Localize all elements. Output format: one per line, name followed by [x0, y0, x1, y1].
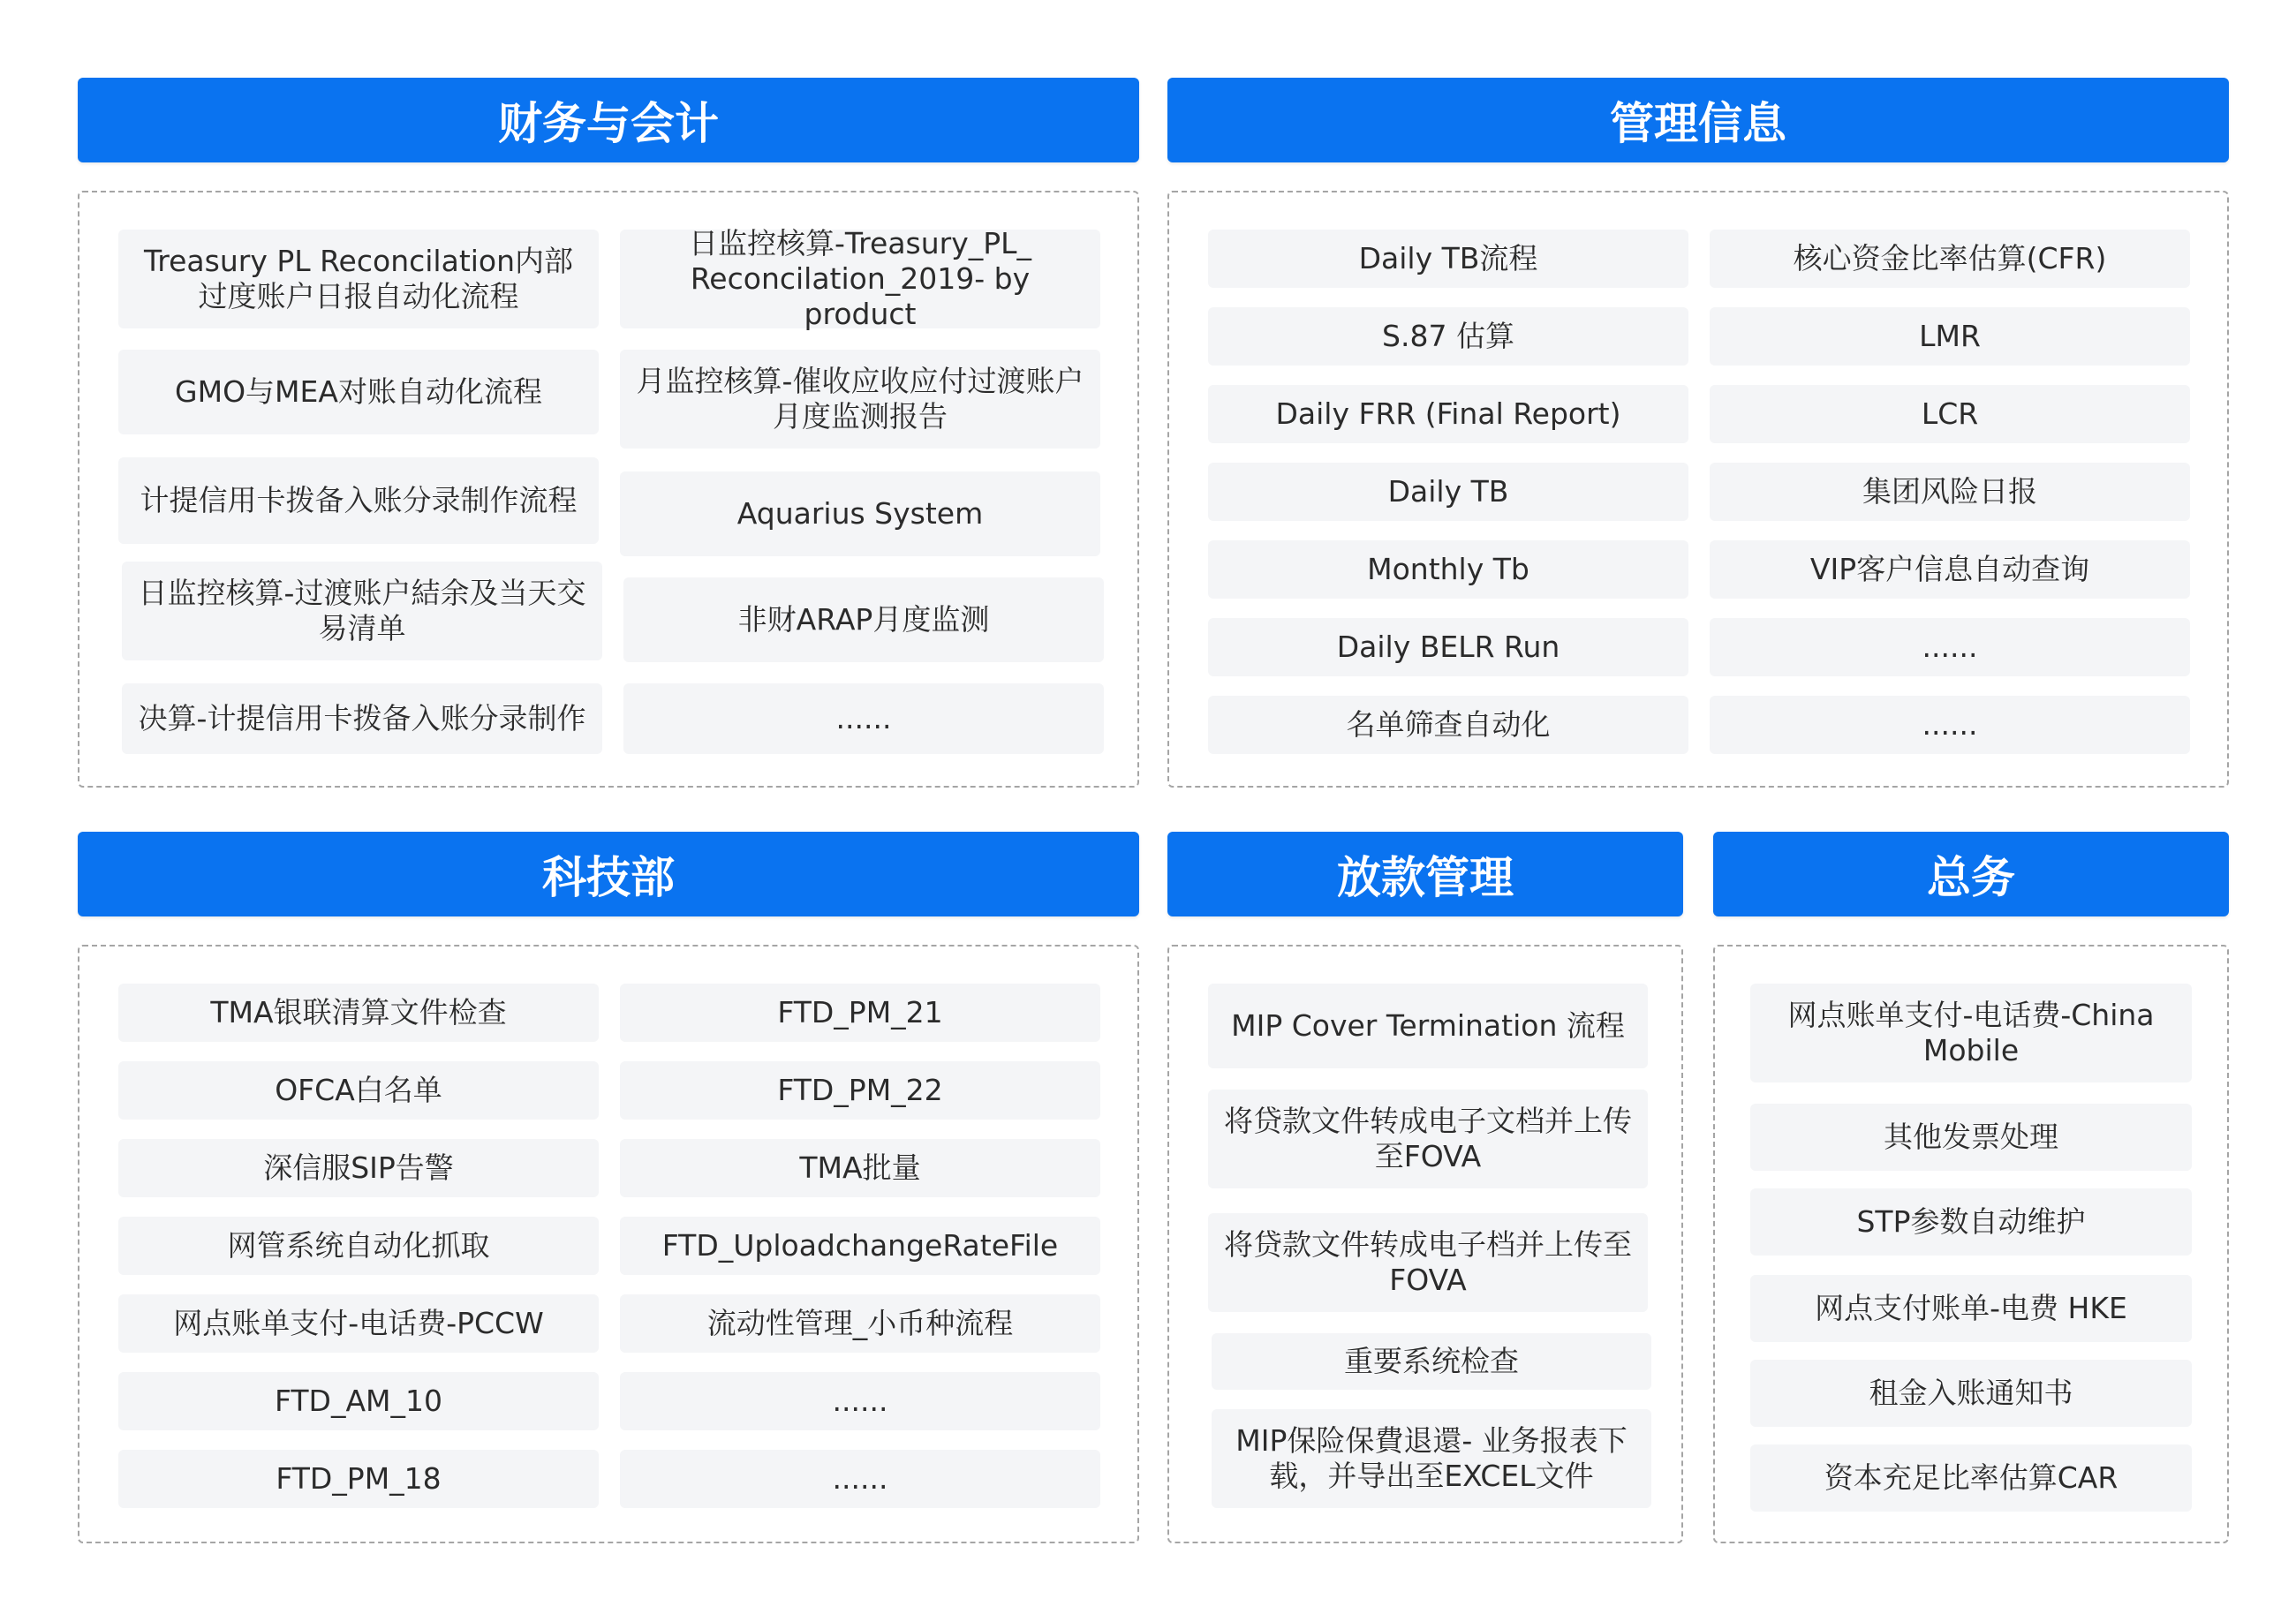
management-item: LMR: [1710, 307, 2190, 366]
management-item: Daily BELR Run: [1208, 618, 1688, 676]
tech-item: FTD_PM_22: [620, 1061, 1100, 1120]
management-item: 名单筛查自动化: [1208, 696, 1688, 754]
tech-item: 流动性管理_小币种流程: [620, 1294, 1100, 1353]
management-item: 集团风险日报: [1710, 463, 2190, 521]
finance-item: Aquarius System: [620, 471, 1100, 556]
finance-item: 决算-计提信用卡拨备入账分录制作: [122, 683, 602, 754]
tech-item: ......: [620, 1372, 1100, 1430]
management-item: 核心资金比率估算(CFR): [1710, 230, 2190, 288]
management-panel: [1167, 191, 2229, 788]
loan-item: 重要系统检查: [1212, 1333, 1651, 1390]
tech-panel: [78, 945, 1139, 1543]
finance-item: ......: [623, 683, 1104, 754]
general-item: 其他发票处理: [1750, 1104, 2192, 1171]
general-item: 租金入账通知书: [1750, 1360, 2192, 1427]
finance-item: 非财ARAP月度监测: [623, 577, 1104, 662]
finance-item: 月监控核算-催收应收应付过渡账户月度监测报告: [620, 350, 1100, 449]
management-item: Daily FRR (Final Report): [1208, 385, 1688, 443]
finance-item: 日监控核算-过渡账户結余及当天交易清单: [122, 562, 602, 660]
loan-item: 将贷款文件转成电子文档并上传至FOVA: [1208, 1090, 1648, 1188]
tech-item: FTD_AM_10: [118, 1372, 599, 1430]
tech-item: FTD_UploadchangeRateFile: [620, 1217, 1100, 1275]
management-item: ......: [1710, 696, 2190, 754]
general-header: 总务: [1713, 832, 2229, 916]
general-item: 资本充足比率估算CAR: [1750, 1444, 2192, 1512]
management-item: LCR: [1710, 385, 2190, 443]
finance-panel: [78, 191, 1139, 788]
tech-item: FTD_PM_21: [620, 984, 1100, 1042]
loan-item: MIP保险保費退還- 业务报表下载，并导出至EXCEL文件: [1212, 1409, 1651, 1508]
general-item: 网点支付账单-电费 HKE: [1750, 1275, 2192, 1342]
tech-item: OFCA白名单: [118, 1061, 599, 1120]
tech-header: 科技部: [78, 832, 1139, 916]
tech-item: FTD_PM_18: [118, 1450, 599, 1508]
finance-header: 财务与会计: [78, 78, 1139, 162]
management-item: VIP客户信息自动查询: [1710, 540, 2190, 599]
finance-item: 日监控核算-Treasury_PL_ Reconcilation_2019- by product: [620, 230, 1100, 328]
tech-item: 网管系统自动化抓取: [118, 1217, 599, 1275]
finance-item: GMO与MEA对账自动化流程: [118, 350, 599, 434]
tech-item: 深信服SIP告警: [118, 1139, 599, 1197]
general-item: STP参数自动维护: [1750, 1188, 2192, 1256]
management-item: Monthly Tb: [1208, 540, 1688, 599]
finance-item: Treasury PL Reconcilation内部过度账户日报自动化流程: [118, 230, 599, 328]
loan-header: 放款管理: [1167, 832, 1683, 916]
management-item: ......: [1710, 618, 2190, 676]
general-panel: [1713, 945, 2229, 1543]
tech-item: ......: [620, 1450, 1100, 1508]
management-item: Daily TB: [1208, 463, 1688, 521]
management-header: 管理信息: [1167, 78, 2229, 162]
loan-item: 将贷款文件转成电子档并上传至 FOVA: [1208, 1213, 1648, 1312]
tech-item: TMA银联清算文件检查: [118, 984, 599, 1042]
general-item: 网点账单支付-电话费-China Mobile: [1750, 984, 2192, 1082]
loan-item: MIP Cover Termination 流程: [1208, 984, 1648, 1068]
tech-item: 网点账单支付-电话费-PCCW: [118, 1294, 599, 1353]
management-item: Daily TB流程: [1208, 230, 1688, 288]
management-item: S.87 估算: [1208, 307, 1688, 366]
finance-item: 计提信用卡拨备入账分录制作流程: [118, 457, 599, 544]
tech-item: TMA批量: [620, 1139, 1100, 1197]
loan-panel: [1167, 945, 1683, 1543]
